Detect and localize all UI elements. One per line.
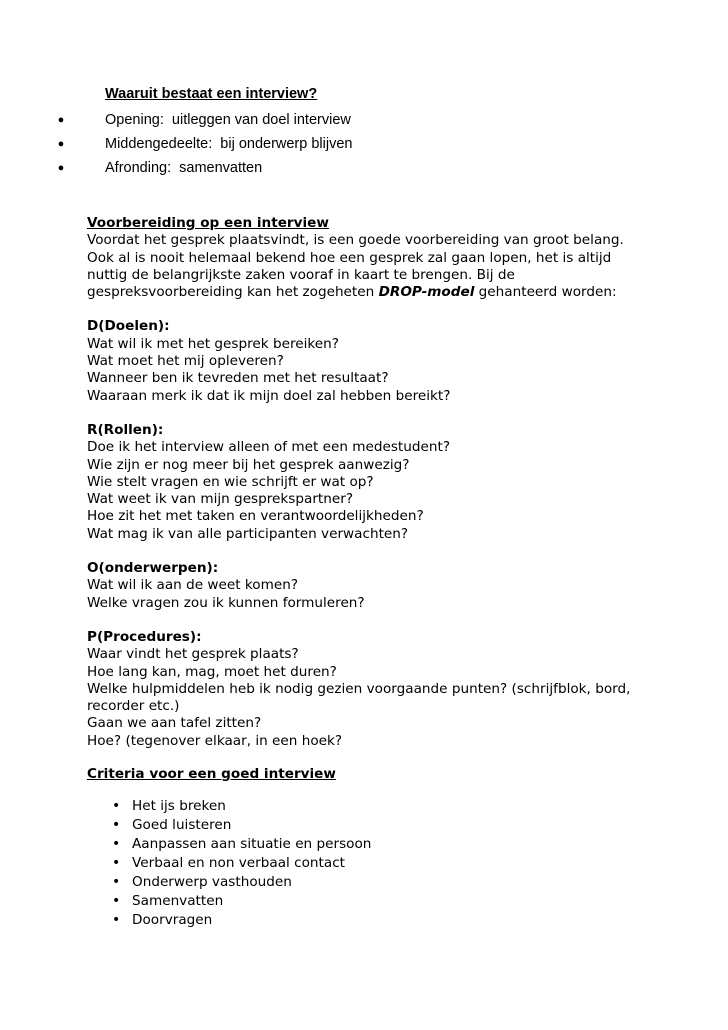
list-item: • Onderwerp vasthouden xyxy=(112,874,292,890)
bullet-icon: ● xyxy=(57,138,65,150)
subheading-procedures: P(Procedures): xyxy=(87,628,202,645)
question-line: Waaraan merk ik dat ik mijn doel zal hebben bereikt? xyxy=(87,387,451,404)
question-line: Waar vindt het gesprek plaats? xyxy=(87,646,299,663)
list-item: ● Afronding: samenvatten xyxy=(57,160,263,176)
bullet-icon: • xyxy=(112,912,121,928)
bullet-icon: • xyxy=(112,893,121,909)
interview-parts-list xyxy=(56,112,352,184)
drop-model-emphasis: DROP-model xyxy=(378,284,475,301)
paragraph-line: Ook al is nooit helemaal bekend hoe een gesprek zal gaan lopen, het is altijd xyxy=(87,249,612,266)
question-line: Doe ik het interview alleen of met een medestudent? xyxy=(87,439,451,456)
question-line: Hoe? (tegenover elkaar, in een hoek? xyxy=(87,732,343,749)
bullet-icon: • xyxy=(112,817,121,833)
bullet-icon: • xyxy=(112,798,121,814)
question-line: Wat wil ik met het gesprek bereiken? xyxy=(87,335,339,352)
question-line: Hoe zit het met taken en verantwoordelijkheden? xyxy=(87,508,424,525)
question-line: Welke vragen zou ik kunnen formuleren? xyxy=(87,594,365,611)
question-line: Wat mag ik van alle participanten verwachten? xyxy=(87,525,409,542)
question-line: Hoe lang kan, mag, moet het duren? xyxy=(87,663,337,680)
bullet-icon: • xyxy=(112,836,121,852)
criteria-list xyxy=(112,798,371,931)
subheading-onderwerpen: O(onderwerpen): xyxy=(87,560,219,577)
list-item: • Aanpassen aan situatie en persoon xyxy=(112,836,372,852)
list-item: • Goed luisteren xyxy=(112,817,232,833)
section-heading-preparation: Voorbereiding op een interview xyxy=(87,215,329,231)
preparation-section xyxy=(87,215,707,750)
question-line: Gaan we aan tafel zitten? xyxy=(87,715,262,732)
question-line: Welke hulpmiddelen heb ik nodig gezien voorgaande punten? (schrijfblok, bord, xyxy=(87,680,631,697)
bullet-icon: • xyxy=(112,874,121,890)
question-line: recorder etc.) xyxy=(87,698,180,715)
paragraph-line: gespreksvoorbereiding kan het zogeheten DROP-model gehanteerd worden: xyxy=(87,284,617,301)
list-item: • Verbaal en non verbaal contact xyxy=(112,855,346,871)
list-item: • Samenvatten xyxy=(112,893,224,909)
list-item: • Doorvragen xyxy=(112,912,213,928)
list-item: ● Middengedeelte: bij onderwerp blijven xyxy=(57,136,353,152)
subheading-doelen: D(Doelen): xyxy=(87,318,170,335)
question-line: Wat wil ik aan de weet komen? xyxy=(87,577,299,594)
question-line: Wie zijn er nog meer bij het gesprek aanwezig? xyxy=(87,456,410,473)
paragraph-line: nuttig de belangrijkste zaken vooraf in kaart te brengen. Bij de xyxy=(87,266,515,283)
question-line: Wat weet ik van mijn gesprekspartner? xyxy=(87,491,354,508)
question-line: Wie stelt vragen en wie schrijft er wat op? xyxy=(87,473,374,490)
subheading-rollen: R(Rollen): xyxy=(87,421,164,438)
section-heading-criteria: Criteria voor een goed interview xyxy=(87,766,336,782)
question-line: Wanneer ben ik tevreden met het resultaat? xyxy=(87,370,389,387)
question-line: Wat moet het mij opleveren? xyxy=(87,353,284,370)
bullet-icon: • xyxy=(112,855,121,871)
bullet-icon: ● xyxy=(57,114,65,126)
paragraph-line: Voordat het gesprek plaatsvindt, is een goede voorbereiding van groot belang. xyxy=(87,232,624,249)
list-item: • Het ijs breken xyxy=(112,798,226,814)
section-heading-interview-parts: Waaruit bestaat een interview? xyxy=(105,86,318,102)
list-item: ● Opening: uitleggen van doel interview xyxy=(57,112,351,128)
bullet-icon: ● xyxy=(57,162,65,174)
